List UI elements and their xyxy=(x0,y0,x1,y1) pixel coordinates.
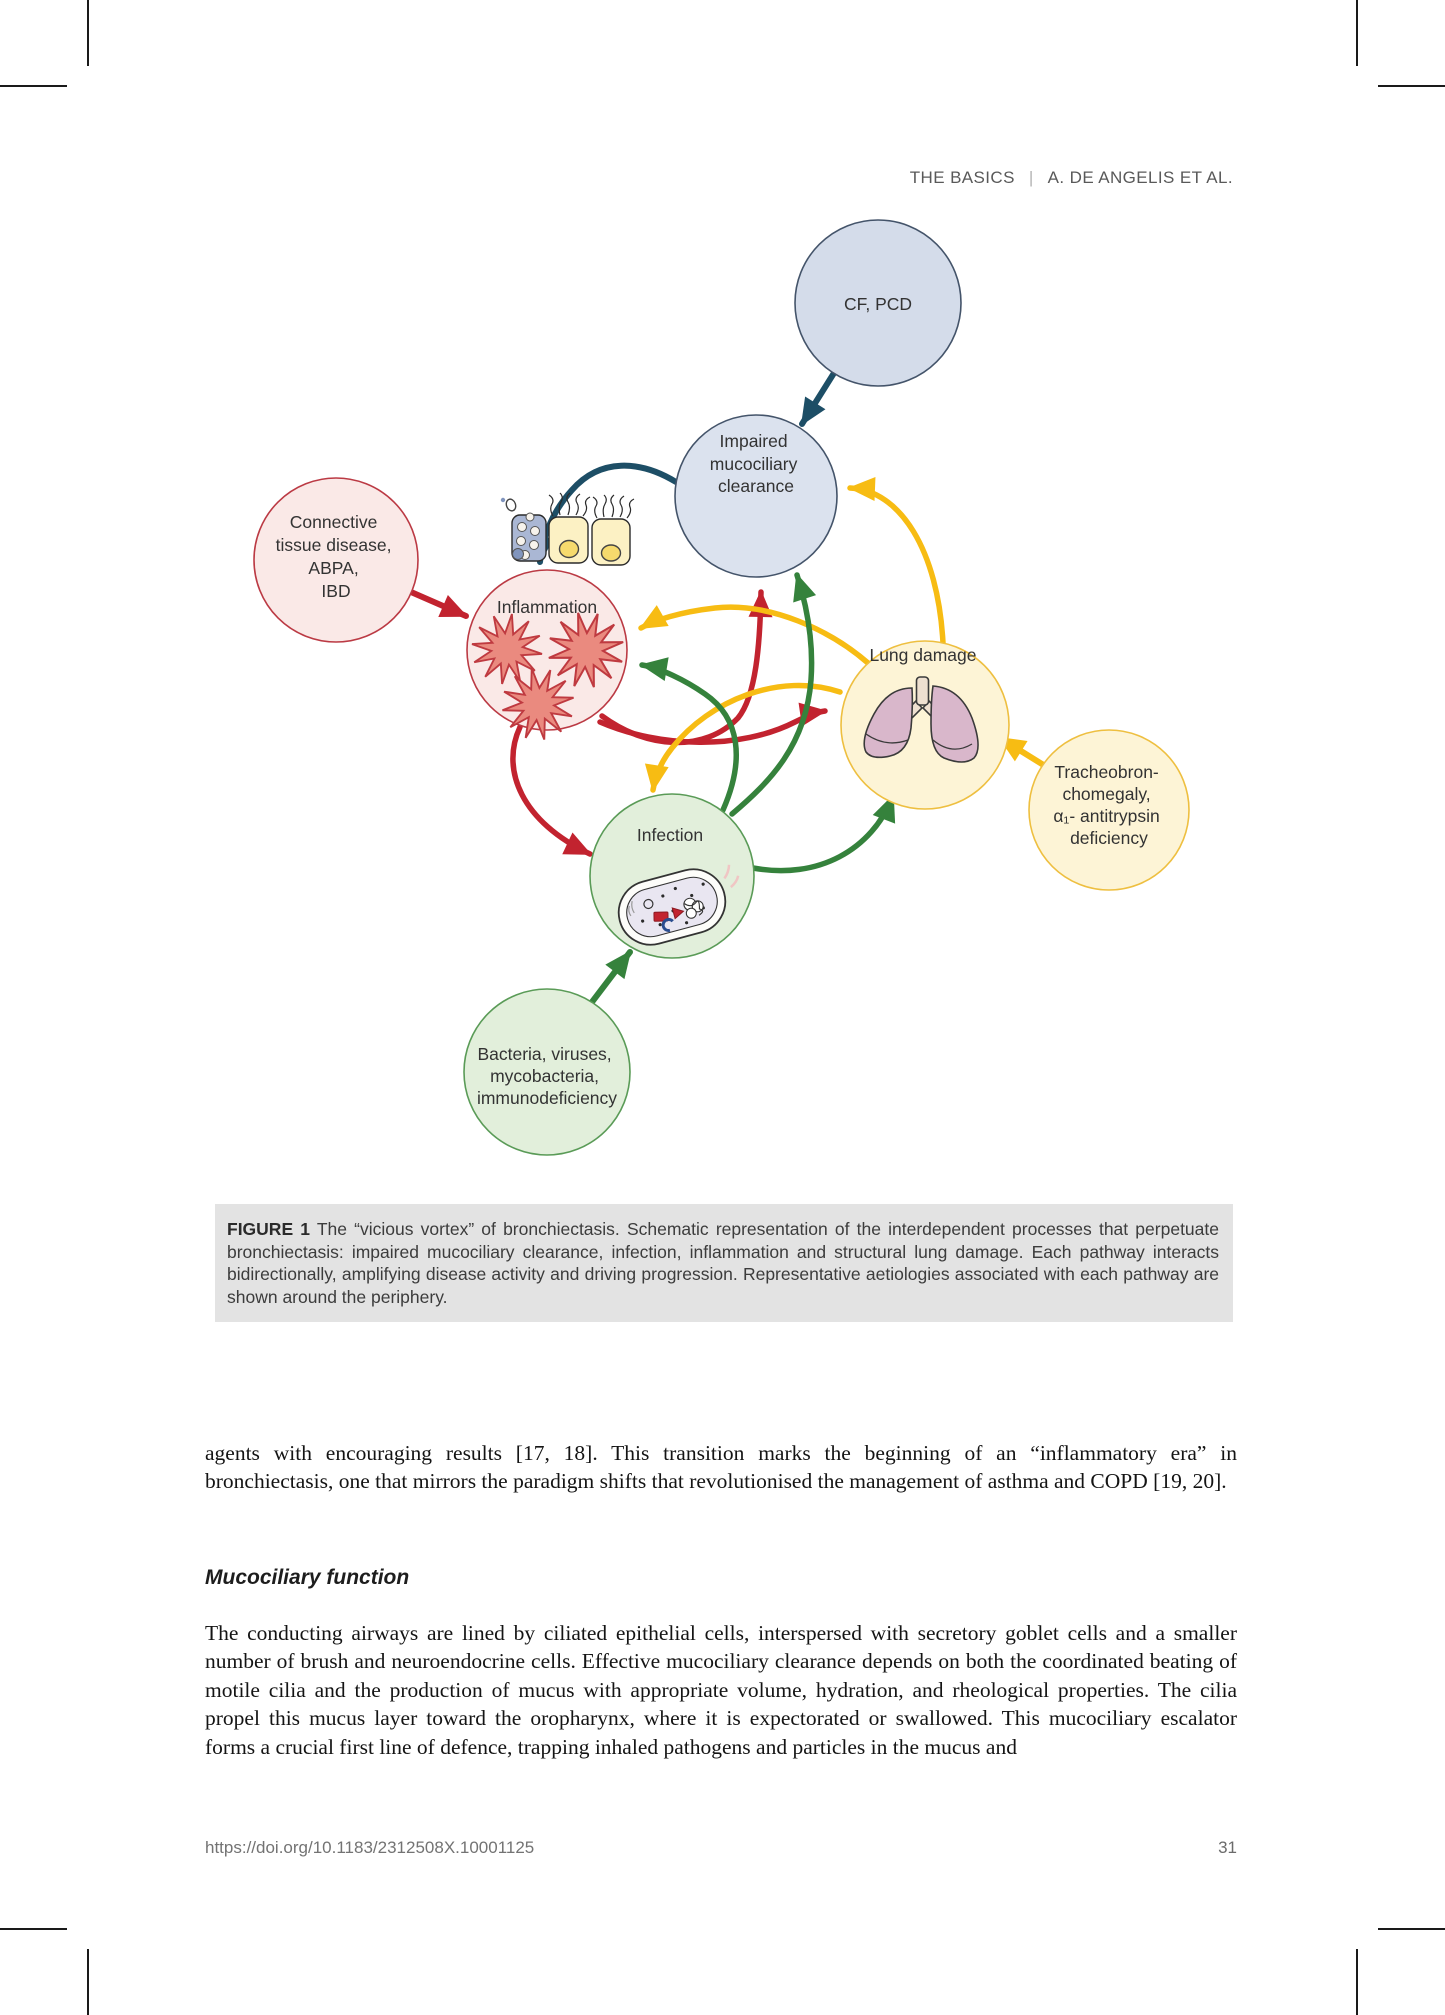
header-authors: A. DE ANGELIS ET AL. xyxy=(1047,168,1233,187)
bacteria-label: Bacteria, viruses, mycobacteria, immunodeficiency xyxy=(476,1044,618,1108)
figure-caption-label: FIGURE 1 xyxy=(227,1219,311,1239)
node-infection xyxy=(590,794,754,958)
crop-mark-top-right-h xyxy=(1378,85,1445,87)
figure-caption xyxy=(215,1204,1233,1322)
crop-mark-bottom-right-v xyxy=(1356,1949,1358,2015)
ciliated-epithelium-illustration xyxy=(501,493,634,565)
infection-label: Infection xyxy=(636,825,704,845)
section-heading: Mucociliary function xyxy=(205,1566,410,1589)
arrow-connective-to-inflammation xyxy=(411,592,466,616)
page-number: 31 xyxy=(1218,1838,1237,1857)
crop-mark-top-left-v xyxy=(87,0,89,66)
tracheo-label: Tracheobron- chomegaly, α₁- antitrypsin deficiency xyxy=(1053,762,1160,848)
arrow-cfpcd-to-impaired-mc xyxy=(802,373,834,424)
arrow-infection-to-lung-damage xyxy=(753,796,893,871)
body-paragraph-1: agents with encouraging results [17, 18]. This transition marks the beginning of an “inflammatory era” in bronchiectasis, one that mirrors the paradigm shifts that revolutionised the management of asthma and COPD [19, 20]. xyxy=(205,1440,1237,1494)
svg-text:Lung damage xyxy=(869,645,976,665)
svg-text:CF, PCD xyxy=(844,294,912,314)
header-separator: | xyxy=(1028,168,1034,187)
crop-mark-top-right-v xyxy=(1356,0,1358,66)
arrow-bacteria-to-infection xyxy=(592,952,630,1002)
crop-mark-bottom-right-h xyxy=(1378,1928,1445,1930)
running-header xyxy=(910,168,1233,188)
body-paragraph-2: The conducting airways are lined by ciliated epithelial cells, interspersed with secretory goblet cells and a smaller number of brush and neuroendocrine cells. Effective mucociliary clearance depends on both the coordinated beating of motile cilia and the production of mucus with appropriate volume, hydration, and rheological properties. The cilia propel this mucus layer toward the oropharynx, where it is expectorated or swallowed. This mucociliary escalator forms a crucial first line of defence, trapping inhaled pathogens and particles in the mucus and xyxy=(205,1620,1237,1759)
arrow-lung-damage-to-impaired-mc xyxy=(850,488,943,643)
node-bacteria-viruses xyxy=(464,989,630,1155)
lung-damage-label: Lung damage xyxy=(869,645,977,665)
node-lung-damage xyxy=(841,641,1009,809)
vicious-vortex-diagram xyxy=(200,200,1250,1200)
node-connective-tissue-disease xyxy=(254,478,418,642)
doi-link[interactable]: https://doi.org/10.1183/2312508X.10001125 xyxy=(205,1838,535,1857)
node-tracheobronchomegaly xyxy=(1029,730,1189,890)
crop-mark-top-left-h xyxy=(0,85,67,87)
cf-pcd-label: CF, PCD xyxy=(843,294,913,314)
header-section-label: THE BASICS xyxy=(909,168,1015,187)
impaired-mc-label: Impaired mucociliary clearance xyxy=(709,431,798,496)
inflammation-label: Inflammation xyxy=(496,597,598,617)
crop-mark-bottom-left-v xyxy=(87,1949,89,2015)
node-cf-pcd xyxy=(795,220,961,386)
arrow-inflammation-to-infection xyxy=(513,727,590,854)
arrow-lung-damage-to-inflammation xyxy=(641,607,868,663)
crop-mark-bottom-left-h xyxy=(0,1928,67,1930)
svg-text:Infection xyxy=(637,825,703,845)
figure-caption-text: The “vicious vortex” of bronchiectasis. Schematic representation of the interdependent processes that perpetuate bronchiectasis: impaired mucociliary clearance, infection, inflammation and structural lung damage. Each pathway interacts bidirectionally, amplifying disease activity and driving progression. Representative aetiologies associated with each pathway are shown around the periphery. xyxy=(227,1219,1219,1307)
connective-label: Connective tissue disease, ABPA, IBD xyxy=(275,512,392,601)
lung-damage-circle xyxy=(841,641,1009,809)
node-impaired-mucociliary-clearance xyxy=(501,415,837,577)
